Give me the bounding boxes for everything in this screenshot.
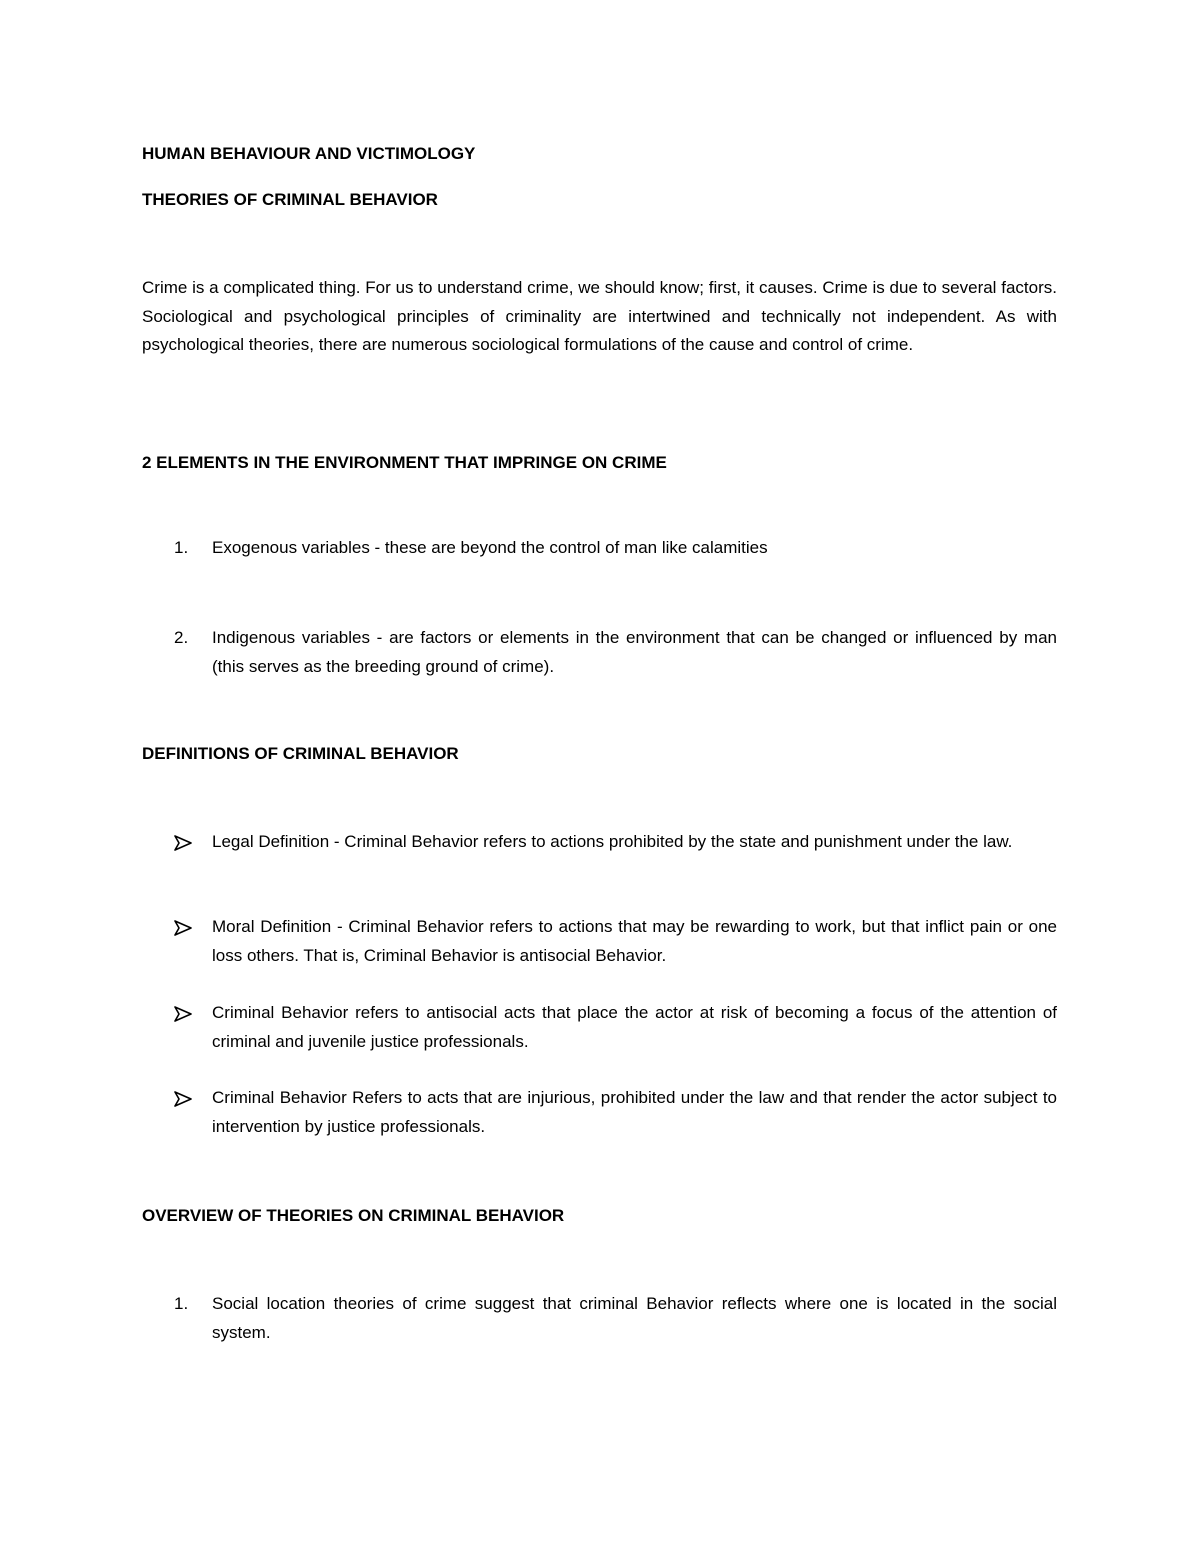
list-item <box>142 1084 1057 1141</box>
list-item <box>142 624 1057 681</box>
arrow-bullet-icon <box>174 920 192 936</box>
arrow-bullet-icon <box>174 835 192 851</box>
intro-paragraph: Crime is a complicated thing. For us to understand crime, we should know; first, it causes. Crime is due to several factors. Sociological and psychological principles of criminality are intertwined and technically not independent. As with psychological theories, there are numerous sociological formulations of the cause and control of crime. <box>142 278 1057 354</box>
list-item-text: Criminal Behavior refers to antisocial acts that place the actor at risk of becoming a focus of the attention of criminal and juvenile justice professionals. <box>212 1003 1057 1051</box>
arrow-bullet-icon <box>174 1091 192 1107</box>
overview-heading: OVERVIEW OF THEORIES ON CRIMINAL BEHAVIOR <box>142 1206 565 1225</box>
list-marker: 2. <box>174 628 189 647</box>
list-item <box>142 828 1057 857</box>
list-item-text: Moral Definition - Criminal Behavior refers to actions that may be rewarding to work, but that inflict pain or one loss others. That is, Criminal Behavior is antisocial Behavior. <box>212 917 1057 965</box>
list-item-text: Exogenous variables - these are beyond the control of man like calamities <box>212 538 768 557</box>
list-item <box>142 1290 1057 1347</box>
arrow-bullet-icon <box>174 1006 192 1022</box>
list-item <box>142 913 1057 970</box>
list-item-text: Indigenous variables - are factors or elements in the environment that can be changed or influenced by man (this serves as the breeding ground of crime). <box>212 628 1057 676</box>
list-item <box>142 999 1057 1056</box>
elements-heading: 2 ELEMENTS IN THE ENVIRONMENT THAT IMPRINGE ON CRIME <box>142 453 667 472</box>
list-item-text: Legal Definition - Criminal Behavior refers to actions prohibited by the state and punishment under the law. <box>212 832 1013 851</box>
document-subtitle: THEORIES OF CRIMINAL BEHAVIOR <box>142 190 438 209</box>
definitions-heading: DEFINITIONS OF CRIMINAL BEHAVIOR <box>142 744 459 763</box>
list-item-text: Social location theories of crime suggest that criminal Behavior reflects where one is located in the social system. <box>212 1294 1057 1342</box>
list-marker: 1. <box>174 538 189 557</box>
list-marker: 1. <box>174 1294 189 1313</box>
list-item-text: Criminal Behavior Refers to acts that are injurious, prohibited under the law and that render the actor subject to intervention by justice professionals. <box>212 1088 1057 1136</box>
list-item <box>142 534 1057 563</box>
document-title: HUMAN BEHAVIOUR AND VICTIMOLOGY <box>142 144 476 163</box>
